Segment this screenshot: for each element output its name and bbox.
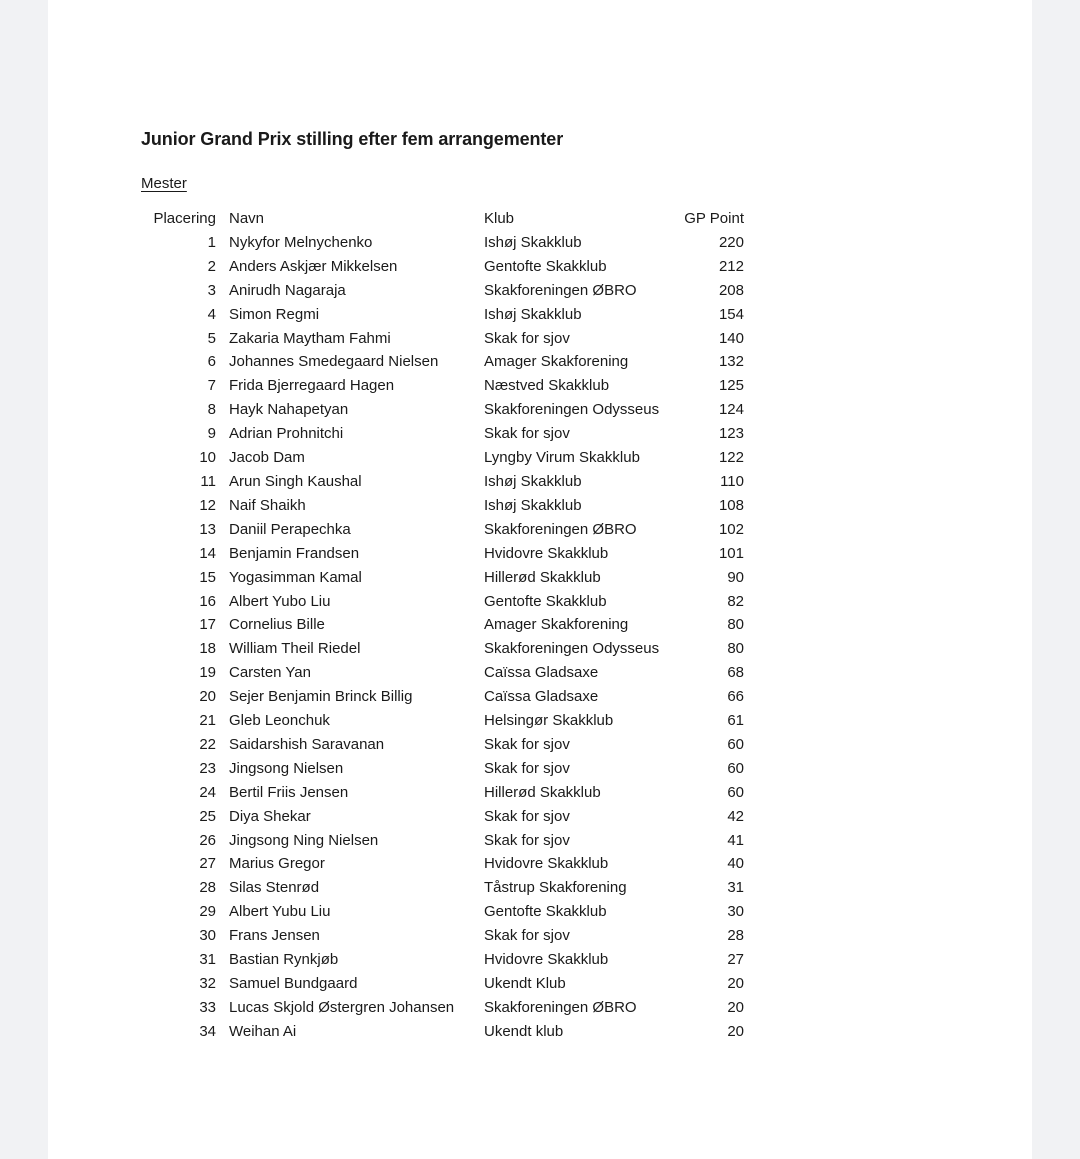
cell-placering: 9 — [207, 425, 216, 443]
table-row — [141, 948, 1032, 972]
table-row — [141, 613, 1032, 637]
cell-klub: Tåstrup Skakforening — [484, 879, 627, 897]
table-row — [141, 1020, 1032, 1044]
table-row — [141, 494, 1032, 518]
cell-navn: Hayk Nahapetyan — [229, 401, 349, 419]
table-row — [141, 829, 1032, 853]
cell-placering: 19 — [199, 664, 216, 682]
cell-gp-point: 101 — [718, 544, 744, 562]
cell-placering: 8 — [207, 401, 216, 419]
cell-klub: Hvidovre Skakklub — [484, 855, 609, 873]
table-row — [141, 709, 1032, 733]
cell-klub: Skak for sjov — [484, 927, 570, 945]
table-row — [141, 398, 1032, 422]
cell-navn: Marius Gregor — [229, 855, 325, 873]
cell-navn: Zakaria Maytham Fahmi — [229, 329, 391, 347]
cell-placering: 5 — [207, 329, 216, 347]
table-row — [141, 327, 1032, 351]
table-row — [141, 924, 1032, 948]
cell-navn: Jingsong Nielsen — [229, 759, 344, 777]
cell-placering: 18 — [199, 640, 216, 658]
cell-placering: 23 — [199, 759, 216, 777]
cell-placering: 21 — [199, 712, 216, 730]
column-header-placering: Placering — [153, 210, 216, 227]
cell-navn: William Theil Riedel — [229, 640, 361, 658]
cell-gp-point: 110 — [720, 472, 744, 490]
page-title: Junior Grand Prix stilling efter fem arrangementer — [141, 129, 564, 149]
cell-placering: 28 — [199, 879, 216, 897]
cell-klub: Caïssa Gladsaxe — [484, 664, 599, 682]
cell-placering: 6 — [207, 353, 216, 371]
cell-gp-point: 31 — [727, 879, 744, 897]
document-page — [48, 0, 1032, 1159]
cell-placering: 24 — [199, 783, 216, 801]
table-row — [141, 972, 1032, 996]
cell-gp-point: 80 — [727, 640, 744, 658]
cell-gp-point: 30 — [727, 903, 744, 921]
cell-klub: Gentofte Skakklub — [484, 592, 607, 610]
cell-klub: Skak for sjov — [484, 329, 570, 347]
cell-placering: 32 — [199, 975, 216, 992]
cell-klub: Amager Skakforening — [484, 353, 629, 371]
cell-navn: Anders Askjær Mikkelsen — [229, 257, 398, 275]
cell-placering: 13 — [199, 520, 216, 538]
table-row — [141, 685, 1032, 709]
standings-rows — [141, 231, 1032, 1044]
cell-klub: Skak for sjov — [484, 425, 570, 443]
cell-navn: Diya Shekar — [229, 807, 311, 825]
cell-gp-point: 220 — [718, 233, 744, 251]
cell-klub: Ishøj Skakklub — [484, 496, 582, 514]
table-row — [141, 446, 1032, 470]
table-row — [141, 852, 1032, 876]
cell-gp-point: 212 — [718, 257, 744, 275]
cell-navn: Johannes Smedegaard Nielsen — [229, 353, 439, 371]
cell-klub: Skakforeningen ØBRO — [484, 998, 637, 1016]
cell-placering: 27 — [199, 855, 216, 873]
cell-gp-point: 20 — [727, 1022, 744, 1040]
cell-klub: Amager Skakforening — [484, 616, 629, 634]
cell-navn: Nykyfor Melnychenko — [229, 233, 373, 251]
cell-placering: 26 — [199, 831, 216, 849]
cell-gp-point: 90 — [727, 568, 744, 586]
cell-gp-point: 61 — [727, 712, 744, 730]
table-row — [141, 231, 1032, 255]
cell-navn: Samuel Bundgaard — [229, 975, 358, 992]
cell-gp-point: 28 — [727, 927, 744, 945]
table-row — [141, 350, 1032, 374]
cell-navn: Gleb Leonchuk — [229, 712, 330, 730]
cell-gp-point: 122 — [718, 449, 744, 467]
cell-gp-point: 132 — [718, 353, 744, 371]
cell-navn: Lucas Skjold Østergren Johansen — [229, 998, 455, 1016]
cell-navn: Benjamin Frandsen — [229, 544, 360, 562]
cell-gp-point: 40 — [727, 855, 744, 873]
cell-klub: Ukendt Klub — [484, 975, 566, 992]
cell-navn: Albert Yubu Liu — [229, 903, 331, 921]
cell-placering: 20 — [199, 688, 216, 706]
cell-klub: Lyngby Virum Skakklub — [484, 449, 640, 467]
cell-placering: 31 — [199, 951, 216, 969]
table-row — [141, 781, 1032, 805]
table-row — [141, 900, 1032, 924]
cell-navn: Weihan Ai — [229, 1022, 297, 1040]
table-row — [141, 733, 1032, 757]
page-content — [48, 0, 1032, 1044]
table-row — [141, 757, 1032, 781]
table-row — [141, 661, 1032, 685]
cell-gp-point: 123 — [718, 425, 744, 443]
table-header-row — [141, 207, 1032, 231]
cell-gp-point: 124 — [718, 401, 744, 419]
cell-navn: Adrian Prohnitchi — [229, 425, 344, 443]
cell-gp-point: 60 — [727, 735, 744, 753]
cell-klub: Gentofte Skakklub — [484, 257, 607, 275]
cell-placering: 30 — [199, 927, 216, 945]
cell-placering: 34 — [199, 1022, 216, 1040]
cell-placering: 10 — [199, 449, 216, 467]
cell-gp-point: 125 — [718, 377, 744, 395]
cell-navn: Albert Yubo Liu — [229, 592, 331, 610]
table-row — [141, 422, 1032, 446]
cell-klub: Gentofte Skakklub — [484, 903, 607, 921]
cell-gp-point: 68 — [727, 664, 744, 682]
cell-klub: Skakforeningen ØBRO — [484, 520, 637, 538]
cell-placering: 29 — [199, 903, 216, 921]
section-heading-mester: Mester — [141, 175, 187, 192]
cell-navn: Naif Shaikh — [229, 496, 306, 514]
cell-gp-point: 102 — [718, 520, 744, 538]
cell-gp-point: 42 — [727, 807, 744, 825]
cell-navn: Sejer Benjamin Brinck Billig — [229, 688, 413, 706]
cell-klub: Skak for sjov — [484, 759, 570, 777]
cell-klub: Skakforeningen Odysseus — [484, 640, 660, 658]
cell-navn: Silas Stenrød — [229, 879, 320, 897]
cell-navn: Jingsong Ning Nielsen — [229, 831, 379, 849]
cell-placering: 15 — [199, 568, 216, 586]
table-row — [141, 470, 1032, 494]
cell-gp-point: 82 — [727, 592, 744, 610]
cell-navn: Bastian Rynkjøb — [229, 951, 339, 969]
cell-placering: 22 — [199, 735, 216, 753]
table-row — [141, 876, 1032, 900]
standings-table — [141, 207, 1032, 1044]
cell-navn: Bertil Friis Jensen — [229, 783, 349, 801]
table-row — [141, 996, 1032, 1020]
table-row — [141, 542, 1032, 566]
cell-gp-point: 60 — [727, 783, 744, 801]
cell-gp-point: 154 — [718, 305, 744, 323]
cell-klub: Skakforeningen Odysseus — [484, 401, 660, 419]
right-page-margin — [1032, 0, 1080, 1159]
cell-navn: Anirudh Nagaraja — [229, 281, 346, 299]
cell-placering: 12 — [199, 496, 216, 514]
cell-navn: Yogasimman Kamal — [229, 568, 362, 586]
cell-klub: Næstved Skakklub — [484, 377, 610, 395]
cell-navn: Arun Singh Kaushal — [229, 472, 362, 490]
cell-klub: Hillerød Skakklub — [484, 568, 601, 586]
cell-klub: Skak for sjov — [484, 831, 570, 849]
column-header-navn: Navn — [229, 210, 265, 227]
cell-placering: 4 — [207, 305, 216, 323]
cell-klub: Skakforeningen ØBRO — [484, 281, 637, 299]
cell-gp-point: 41 — [727, 831, 744, 849]
cell-klub: Ishøj Skakklub — [484, 305, 582, 323]
cell-navn: Saidarshish Saravanan — [229, 735, 385, 753]
cell-gp-point: 27 — [727, 951, 744, 969]
cell-placering: 3 — [207, 281, 216, 299]
cell-navn: Frida Bjerregaard Hagen — [229, 377, 395, 395]
cell-klub: Ishøj Skakklub — [484, 233, 582, 251]
cell-placering: 2 — [207, 257, 216, 275]
cell-navn: Cornelius Bille — [229, 616, 325, 634]
cell-placering: 1 — [207, 233, 216, 251]
cell-klub: Ukendt klub — [484, 1022, 564, 1040]
cell-navn: Daniil Perapechka — [229, 520, 351, 538]
cell-gp-point: 60 — [727, 759, 744, 777]
cell-placering: 16 — [199, 592, 216, 610]
cell-gp-point: 108 — [718, 496, 744, 514]
cell-gp-point: 80 — [727, 616, 744, 634]
cell-klub: Skak for sjov — [484, 735, 570, 753]
table-row — [141, 279, 1032, 303]
cell-klub: Hvidovre Skakklub — [484, 951, 609, 969]
table-row — [141, 255, 1032, 279]
cell-klub: Helsingør Skakklub — [484, 712, 614, 730]
cell-gp-point: 208 — [718, 281, 744, 299]
cell-gp-point: 140 — [718, 329, 744, 347]
cell-klub: Hillerød Skakklub — [484, 783, 601, 801]
column-header-gp-point: GP Point — [684, 210, 744, 227]
table-row — [141, 518, 1032, 542]
table-row — [141, 303, 1032, 327]
table-row — [141, 637, 1032, 661]
table-row — [141, 805, 1032, 829]
cell-placering: 7 — [207, 377, 216, 395]
cell-navn: Frans Jensen — [229, 927, 320, 945]
column-header-klub: Klub — [484, 210, 515, 227]
cell-placering: 33 — [199, 998, 216, 1016]
table-row — [141, 374, 1032, 398]
cell-gp-point: 20 — [727, 998, 744, 1016]
cell-navn: Jacob Dam — [229, 449, 305, 467]
cell-klub: Caïssa Gladsaxe — [484, 688, 599, 706]
cell-klub: Ishøj Skakklub — [484, 472, 582, 490]
cell-navn: Carsten Yan — [229, 664, 311, 682]
cell-placering: 17 — [199, 616, 216, 634]
cell-placering: 25 — [199, 807, 216, 825]
cell-klub: Hvidovre Skakklub — [484, 544, 609, 562]
cell-navn: Simon Regmi — [229, 305, 320, 323]
cell-placering: 11 — [200, 472, 216, 490]
table-row — [141, 566, 1032, 590]
cell-gp-point: 20 — [727, 975, 744, 992]
left-page-margin — [0, 0, 48, 1159]
cell-placering: 14 — [199, 544, 216, 562]
cell-klub: Skak for sjov — [484, 807, 570, 825]
table-row — [141, 590, 1032, 614]
cell-gp-point: 66 — [727, 688, 744, 706]
